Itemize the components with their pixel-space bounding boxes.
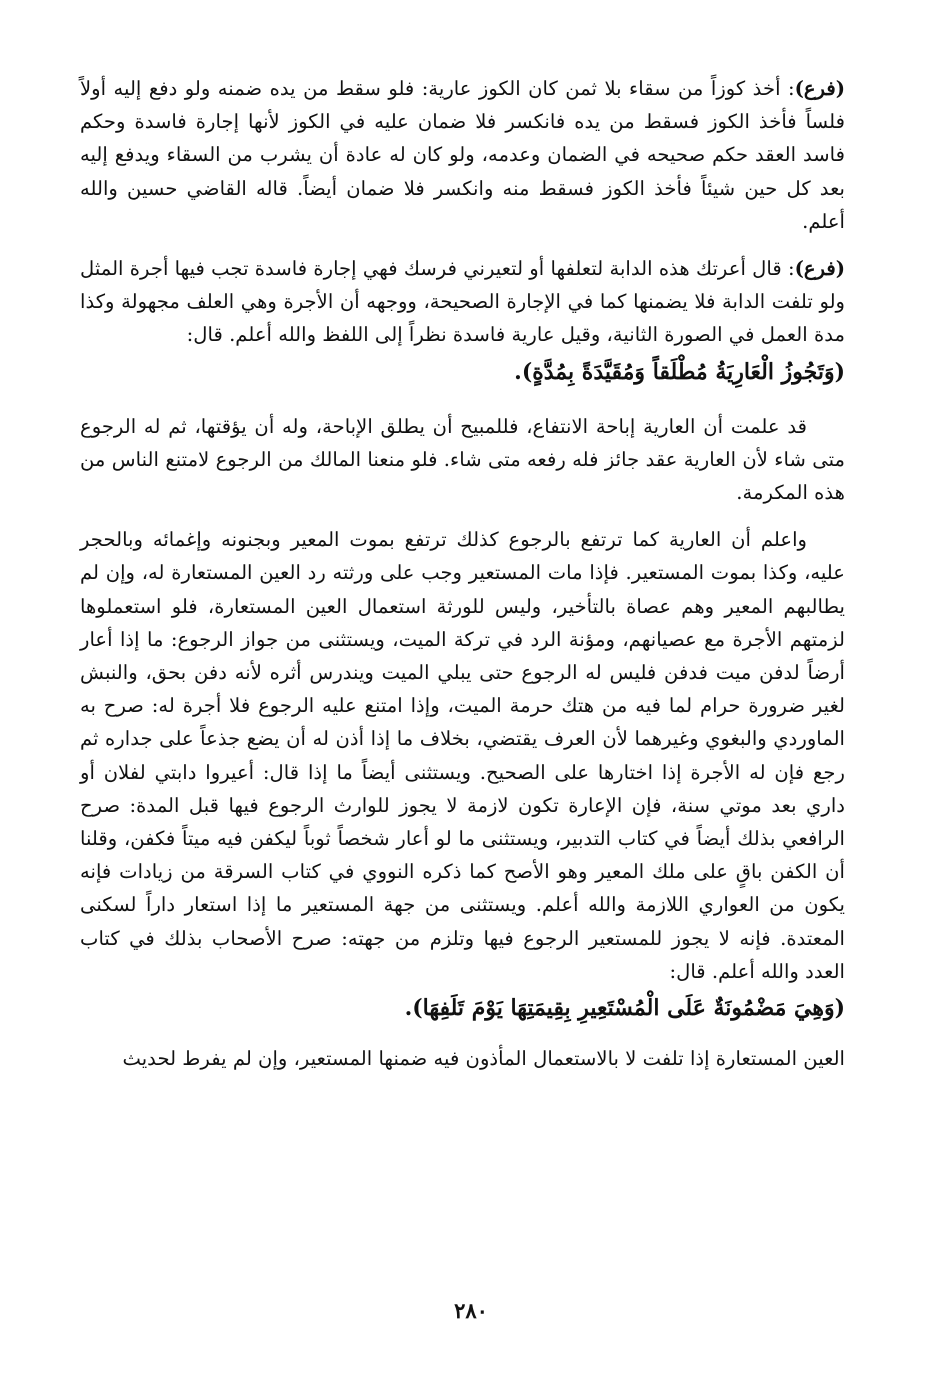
far-paragraph-1 — [80, 72, 845, 238]
commentary-paragraph-1: قد علمت أن العارية إباحة الانتفاع، فللمبيح أن يطلق الإباحة، وله أن يؤقتها، ثم له الرجوع متى شاء لأن العارية عقد جائز فله رفعه متى شاء. فلو منعنا المالك من الرجوع لامتنع الناس من هذه المكرمة. — [80, 414, 845, 505]
far-label: (فرع) — [794, 77, 845, 100]
far-text: : أخذ كوزاً من سقاء بلا ثمن كان الكوز عارية: فلو سقط من يده ضمنه ولو دفع إليه أولاً فلساً فأخذ الكوز فسقط من يده فانكسر فلا ضمان عليه في الكوز لأنها إجارة فاسدة وحكم فاسد العقد حكم صحيحه في الضمان وعدمه، ولو كان له عادة أن يشرب من السقاء ويدفع إليه بعد كل حين شيئاً فأخذ الكوز فسقط منه وانكسر فلا ضمان أيضاً. قاله القاضي حسين والله أعلم. — [80, 77, 845, 233]
spacer — [80, 238, 845, 252]
spacer — [80, 1028, 845, 1042]
matn-quote-2: (وَهِيَ مَضْمُونَةٌ عَلَى الْمُسْتَعِيرِ بِقِيمَتِهَا يَوْمَ تَلَفِهَا). — [404, 995, 845, 1022]
spacer — [80, 509, 845, 523]
far-text: : قال أعرتك هذه الدابة لتعلفها أو لتعيرني فرسك فهي إجارة فاسدة تجب فيها أجرة المثل ولو تلفت الدابة فلا يضمنها كما في الإجارة الصحيحة، ووجهه أن الأجرة وهي العلف مجهولة وكذا مدة العمل في الصورة الثانية، وقيل عارية فاسدة نظراً إلى اللفظ والله أعلم. قال: — [80, 257, 845, 347]
commentary-paragraph-3: العين المستعارة إذا تلفت لا بالاستعمال المأذون فيه ضمنها المستعير، وإن لم يفرط لحديث — [122, 1047, 845, 1071]
page-number: ٢٨٠ — [454, 1298, 488, 1323]
commentary-paragraph-2: واعلم أن العارية كما ترتفع بالرجوع كذلك ترتفع بموت المعير وبجنونه وإغمائه وبالحجر عليه، وكذا بموت المستعير. فإذا مات المستعير وجب على ورثته رد العين المستعارة له، وإن لم يطالبهم المعير وهم عصاة بالتأخير، وليس للورثة استعمال العين المستعارة، فلو استعملوها لزمتهم الأجرة مع عصيانهم، ومؤنة الرد في تركة الميت، ويستثنى من جواز الرجوع: ما إذا أعار أرضاً لدفن ميت فدفن فليس له الرجوع حتى يبلي الميت ويندرس أثره لأنه دفن بحق، والنبش لغير ضرورة حرام لما فيه من هتك حرمة الميت، وإذا امتنع عليه الرجوع فلا أجرة له: صرح به الماوردي والبغوي وغيرهما لأن العرف يقتضي، بخلاف ما إذا أذن له أن يضع جذعاً على جداره ثم رجع فإن له الأجرة إذا اختارها على الصحيح. ويستثنى أيضاً ما إذا قال: أعيروا دابتي لفلان أو داري بعد موتي سنة، فإن الإعارة تكون لازمة لا يجوز للوارث الرجوع فيها قبل المدة: صرح الرافعي بذلك أيضاً في كتاب التدبير، ويستثنى ما لو أعار شخصاً ثوباً ليكفن فيه ميتاً فكفن، وقلنا أن الكفن باقٍ على ملك المعير وهو الأصح كما ذكره النووي في كتاب السرقة من زيادات فإنه يكون من العواري اللازمة والله أعلم. ويستثنى من جهة المستعير ما إذا استعار داراً لسكنى المعتدة. فإنه لا يجوز للمستعير الرجوع فيها وتلزم من جهته: صرح الأصحاب بذلك في كتاب العدد والله أعلم. قال: — [80, 528, 845, 983]
far-label: (فرع) — [794, 257, 845, 281]
far-paragraph-2 — [80, 252, 845, 352]
spacer — [80, 392, 845, 410]
page-body — [80, 72, 845, 1075]
matn-quote-1: (وَتَجُوزُ الْعَارِيَةُ مُطْلَقاً وَمُقَيَّدَةً بِمُدَّةٍ). — [514, 358, 845, 385]
